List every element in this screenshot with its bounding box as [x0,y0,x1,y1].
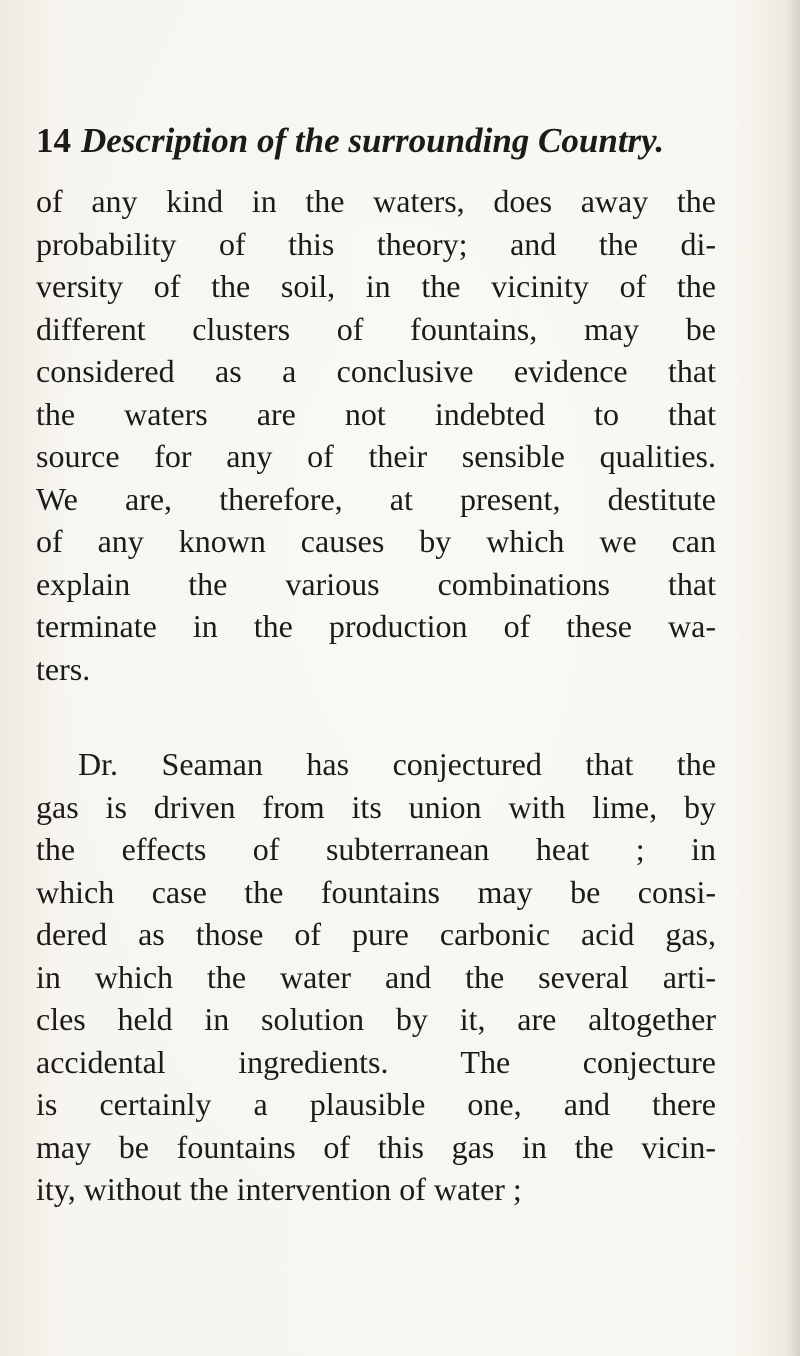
text-line: of any kind in the waters, does away the [36,183,716,219]
text-line: gas is driven from its union with lime, by [36,788,716,825]
paragraph-2 [36,743,716,1211]
text-line: We are, therefore, at present, destitute [36,480,716,517]
text-line: may be fountains of this gas in the vicin- [36,1128,716,1165]
text-line: ters. [36,650,91,687]
text-line: the waters are not indebted to that [36,395,716,432]
text-line: explain the various combinations that [36,565,716,602]
text-line: different clusters of fountains, may be [36,310,716,347]
text-line: accidental ingredients. The conjecture [36,1043,716,1080]
text-line: which case the fountains may be consi- [36,873,716,910]
text-line: probability of this theory; and the di- [36,225,716,262]
text-line: is certainly a plausible one, and there [36,1086,716,1122]
paragraph-gap [36,690,716,743]
text-line: the effects of subterranean heat ; in [36,831,716,867]
running-title: Description of the surrounding Country. [81,121,665,160]
running-head [36,120,736,162]
page-edge-shadow [786,0,800,1356]
text-line: versity of the soil, in the vicinity of the [36,268,716,304]
text-line: in which the water and the several arti- [36,958,716,995]
text-line: Dr. Seaman has conjectured that the [78,746,716,782]
page-number: 14 [36,121,71,160]
paragraph-1 [36,180,716,690]
text-line: dered as those of pure carbonic acid gas, [36,916,716,952]
text-line: ity, without the intervention of water ; [36,1171,522,1207]
body-text [36,180,716,1211]
text-line: source for any of their sensible qualities. [36,438,716,474]
text-line: of any known causes by which we can [36,523,716,559]
text-line: terminate in the production of these wa- [36,608,716,644]
text-line: cles held in solution by it, are altogether [36,1001,716,1037]
text-line: considered as a conclusive evidence that [36,353,716,389]
